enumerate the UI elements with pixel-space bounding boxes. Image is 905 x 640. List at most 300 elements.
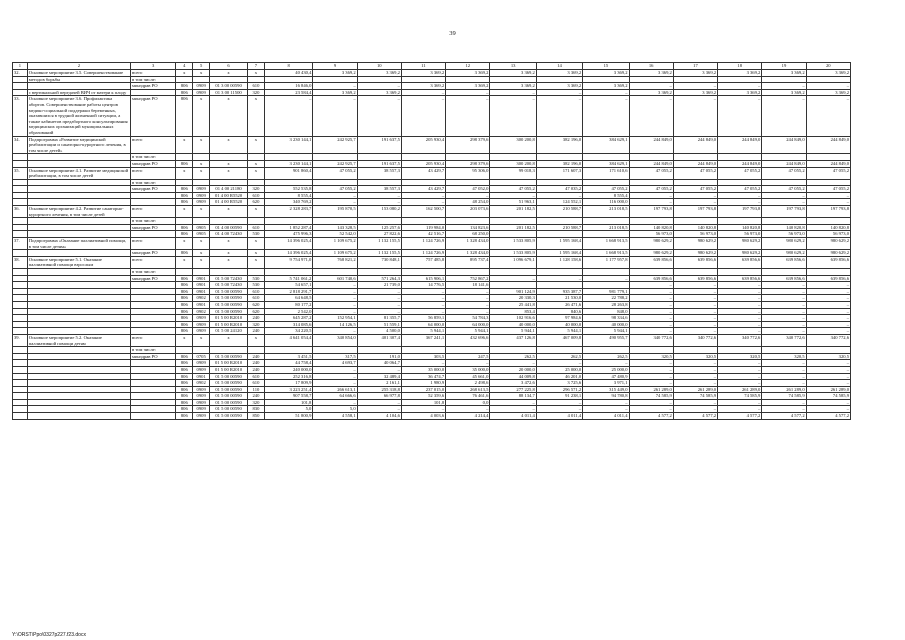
table-cell: 64 666,6 <box>313 393 357 400</box>
table-cell: 298 379,6 <box>446 160 490 167</box>
table-cell: 490 955,7 <box>583 334 629 346</box>
table-cell <box>27 295 130 302</box>
table-cell: 01 4 00 R5520 <box>210 199 248 206</box>
table-cell <box>313 218 357 225</box>
table-cell: – <box>673 301 717 308</box>
table-cell <box>490 218 536 225</box>
table-cell: – <box>313 308 357 315</box>
table-cell: – <box>806 321 850 328</box>
table-cell <box>248 154 265 161</box>
table-cell: в том числе: <box>131 76 176 83</box>
table-cell <box>762 269 806 276</box>
table-cell: – <box>629 366 673 373</box>
table-cell: х <box>248 256 265 268</box>
table-cell: 171 607,3 <box>536 167 582 179</box>
table-cell: 3 369,2 <box>313 70 357 77</box>
table-row <box>13 308 851 315</box>
table-cell: 252 316,8 <box>264 373 312 380</box>
table-cell <box>193 154 210 161</box>
table-cell: 25 000,0 <box>583 366 629 373</box>
table-cell: 907 558,7 <box>264 393 312 400</box>
table-cell: 197 793,8 <box>718 206 762 218</box>
table-cell: 340 772,6 <box>762 334 806 346</box>
table-cell: – <box>357 288 401 295</box>
table-cell: 3 369,2 <box>762 89 806 96</box>
table-cell: 01 5 00 00590 <box>210 393 248 400</box>
table-cell <box>176 218 193 225</box>
table-cell: 3 472,6 <box>490 380 536 387</box>
table-row <box>13 96 851 136</box>
table-cell: 4 641 054,4 <box>264 334 312 346</box>
table-cell <box>27 413 130 420</box>
table-cell: 806 <box>176 321 193 328</box>
table-cell: 4 104,6 <box>357 413 401 420</box>
table-cell: с вертикальной передачей ВИЧ от матери к плоду <box>27 89 130 96</box>
table-cell: – <box>629 328 673 335</box>
table-cell: 66 977,8 <box>357 393 401 400</box>
table-cell: 01 5 00 00590 <box>210 399 248 406</box>
table-cell: – <box>806 192 850 199</box>
table-cell: 0901 <box>193 301 210 308</box>
table-cell: 3 369,2 <box>536 83 582 90</box>
table-cell: 317,5 <box>313 353 357 360</box>
table-cell: – <box>762 301 806 308</box>
table-cell: 5,0 <box>264 406 312 413</box>
table-cell: 44 009,8 <box>490 373 536 380</box>
table-cell <box>718 347 762 354</box>
table-cell: – <box>401 360 445 367</box>
table-cell: 213 018,5 <box>583 224 629 231</box>
table-cell: 01 4 00 00590 <box>210 224 248 231</box>
table-cell <box>131 380 176 387</box>
table-cell: х <box>248 167 265 179</box>
table-cell: 51 963,1 <box>490 199 536 206</box>
table-cell: 242 925,7 <box>313 136 357 154</box>
table-cell: Основное мероприятие 3.5. Совершенствование <box>27 70 130 77</box>
table-cell: – <box>806 360 850 367</box>
table-cell: 4 577,2 <box>629 413 673 420</box>
table-cell <box>131 360 176 367</box>
table-cell: 4 500,0 <box>357 328 401 335</box>
table-cell <box>13 199 28 206</box>
table-cell: 0909 <box>193 413 210 420</box>
table-cell: 3 369,2 <box>718 89 762 96</box>
table-cell: 401 307,4 <box>357 334 401 346</box>
table-cell <box>673 347 717 354</box>
table-cell: 1 096 679,1 <box>490 256 536 268</box>
table-cell: 68 250,0 <box>446 231 490 238</box>
table-cell <box>176 154 193 161</box>
table-cell: – <box>629 360 673 367</box>
table-cell: – <box>536 192 582 199</box>
table-row <box>13 70 851 77</box>
table-cell: 102 916,6 <box>490 315 536 322</box>
table-cell: 2 542,0 <box>264 308 312 315</box>
budget-table-container <box>12 62 851 420</box>
table-cell: 300 200,8 <box>490 136 536 154</box>
table-cell: – <box>401 295 445 302</box>
table-cell: х <box>210 167 248 179</box>
table-cell: 1 533 805,9 <box>490 250 536 257</box>
table-cell <box>13 301 28 308</box>
table-cell <box>27 393 130 400</box>
table-cell: – <box>762 192 806 199</box>
table-cell: – <box>762 373 806 380</box>
table-cell: 205 930,4 <box>401 160 445 167</box>
table-cell: 56 973,0 <box>806 231 850 238</box>
table-cell <box>13 224 28 231</box>
table-cell <box>210 218 248 225</box>
table-cell: х <box>176 70 193 77</box>
table-cell <box>718 154 762 161</box>
table-cell: – <box>673 295 717 302</box>
table-cell: 806 <box>176 89 193 96</box>
table-cell: 21 530,0 <box>536 295 582 302</box>
table-cell: 110 <box>248 386 265 393</box>
table-cell: 3 223 251,4 <box>264 386 312 393</box>
table-cell: минздрав РО <box>131 275 176 282</box>
table-cell <box>673 179 717 186</box>
table-cell: – <box>264 96 312 136</box>
table-cell <box>27 269 130 276</box>
column-number-cell: 5 <box>193 63 210 70</box>
table-cell: – <box>806 366 850 373</box>
table-row <box>13 167 851 179</box>
table-cell: 980 629,2 <box>718 238 762 250</box>
table-cell <box>357 218 401 225</box>
column-number-cell: 16 <box>629 63 673 70</box>
table-cell: 34 220,5 <box>264 328 312 335</box>
table-cell <box>27 199 130 206</box>
table-cell: 320,5 <box>806 353 850 360</box>
table-cell: 5 944,1 <box>490 328 536 335</box>
table-cell: 51 559,1 <box>357 321 401 328</box>
table-cell: – <box>806 406 850 413</box>
column-number-cell: 12 <box>446 63 490 70</box>
table-cell <box>176 179 193 186</box>
table-cell <box>490 269 536 276</box>
table-cell <box>13 288 28 295</box>
table-cell: 980 629,2 <box>629 238 673 250</box>
table-cell: 244 849,0 <box>629 136 673 154</box>
table-cell <box>401 269 445 276</box>
table-cell <box>248 76 265 83</box>
table-cell: – <box>490 96 536 136</box>
table-cell: 0901 <box>193 288 210 295</box>
table-cell: 3 369,2 <box>357 89 401 96</box>
table-cell: 01 3 00 11500 <box>210 89 248 96</box>
table-cell: 277 225,8 <box>490 386 536 393</box>
table-cell <box>27 154 130 161</box>
table-cell <box>176 269 193 276</box>
table-cell: 610 <box>248 380 265 387</box>
column-number-cell: 9 <box>313 63 357 70</box>
table-cell: 752 867,2 <box>446 275 490 282</box>
table-cell: – <box>673 406 717 413</box>
table-cell: 197 793,8 <box>673 206 717 218</box>
table-cell: 0909 <box>193 399 210 406</box>
table-cell: – <box>536 96 582 136</box>
table-cell: 806 <box>176 366 193 373</box>
column-number-cell: 7 <box>248 63 265 70</box>
table-cell: – <box>673 315 717 322</box>
column-number-cell: 14 <box>536 63 582 70</box>
table-cell <box>583 269 629 276</box>
table-cell <box>27 250 130 257</box>
table-cell: 806 <box>176 282 193 289</box>
table-cell: 0902 <box>193 380 210 387</box>
table-cell: 153 080,2 <box>357 206 401 218</box>
table-cell: 01 5 00 00590 <box>210 353 248 360</box>
table-row <box>13 238 851 250</box>
table-cell: 4 577,2 <box>806 413 850 420</box>
table-cell: 01 5 00 R2010 <box>210 315 248 322</box>
table-cell: 806 <box>176 231 193 238</box>
table-cell <box>27 282 130 289</box>
table-cell: 52 542,0 <box>313 231 357 238</box>
table-cell: 47 055,2 <box>490 186 536 193</box>
table-cell: 01 5 00 00590 <box>210 288 248 295</box>
table-cell: 25 000,0 <box>536 366 582 373</box>
table-cell: – <box>762 96 806 136</box>
table-cell: 27 822,6 <box>357 231 401 238</box>
budget-table <box>12 62 851 420</box>
table-cell: – <box>629 308 673 315</box>
table-cell: – <box>718 96 762 136</box>
table-cell <box>762 76 806 83</box>
table-cell: 01 5 00 R2010 <box>210 366 248 373</box>
table-cell: 4 003,6 <box>401 413 445 420</box>
table-cell: 43 429,7 <box>401 167 445 179</box>
table-cell <box>583 218 629 225</box>
table-cell: минздрав РО <box>131 186 176 193</box>
table-cell <box>13 179 28 186</box>
table-cell: 601 740,6 <box>313 275 357 282</box>
table-cell: 639 856,6 <box>673 256 717 268</box>
table-cell <box>357 179 401 186</box>
table-row <box>13 353 851 360</box>
table-cell: 101,8 <box>264 399 312 406</box>
table-cell: – <box>313 192 357 199</box>
table-cell: 0909 <box>193 393 210 400</box>
table-cell <box>27 160 130 167</box>
table-cell: 18 141,6 <box>446 282 490 289</box>
table-cell: 74 585,9 <box>806 393 850 400</box>
table-cell: 367 241,1 <box>401 334 445 346</box>
table-cell <box>27 380 130 387</box>
column-number-cell: 8 <box>264 63 312 70</box>
table-cell: 610 <box>248 224 265 231</box>
table-cell <box>718 269 762 276</box>
table-cell: 261 289,0 <box>806 386 850 393</box>
table-cell: 806 <box>176 224 193 231</box>
table-cell <box>490 76 536 83</box>
table-cell <box>13 315 28 322</box>
table-cell: 51 800,9 <box>264 413 312 420</box>
table-cell: 210 588,7 <box>536 206 582 218</box>
table-cell: – <box>673 83 717 90</box>
table-cell: 262,5 <box>490 353 536 360</box>
table-cell: 201 182,5 <box>490 206 536 218</box>
table-cell <box>27 347 130 354</box>
table-cell: – <box>313 288 357 295</box>
table-cell: – <box>357 301 401 308</box>
table-cell: 98 334,6 <box>583 315 629 322</box>
table-cell: 320,5 <box>629 353 673 360</box>
table-cell: – <box>762 360 806 367</box>
table-row <box>13 413 851 420</box>
table-cell: всего <box>131 167 176 179</box>
table-cell: – <box>536 275 582 282</box>
table-cell: 639 856,6 <box>806 256 850 268</box>
table-cell: 40 430,4 <box>264 70 312 77</box>
table-cell: 47 055,2 <box>583 186 629 193</box>
table-cell: 152 954,1 <box>313 315 357 322</box>
table-cell <box>536 154 582 161</box>
table-cell: 0901 <box>193 373 210 380</box>
table-cell: – <box>718 321 762 328</box>
table-cell: 5 741 061,2 <box>264 275 312 282</box>
table-cell: 530 <box>248 275 265 282</box>
table-cell: – <box>718 192 762 199</box>
table-cell: 467 009,8 <box>536 334 582 346</box>
table-cell: 240 <box>248 393 265 400</box>
table-cell: 01 5 00 00590 <box>210 386 248 393</box>
table-row <box>13 256 851 268</box>
table-cell: – <box>718 301 762 308</box>
table-cell <box>131 288 176 295</box>
table-row <box>13 295 851 302</box>
table-cell: – <box>583 406 629 413</box>
table-cell: – <box>490 406 536 413</box>
table-cell: 01 5 00 00590 <box>210 380 248 387</box>
table-cell <box>762 347 806 354</box>
column-number-cell: 17 <box>673 63 717 70</box>
table-cell <box>210 347 248 354</box>
table-cell: 320 <box>248 186 265 193</box>
table-cell: х <box>193 136 210 154</box>
table-cell: 191,0 <box>357 353 401 360</box>
table-cell <box>131 282 176 289</box>
table-cell: 261 289,0 <box>718 386 762 393</box>
column-number-cell: 10 <box>357 63 401 70</box>
table-cell: 530 <box>248 282 265 289</box>
table-cell: 47 055,2 <box>673 186 717 193</box>
table-cell <box>490 231 536 238</box>
table-cell <box>673 76 717 83</box>
table-cell: 3 369,2 <box>446 83 490 90</box>
table-cell: 4 011,4 <box>490 413 536 420</box>
table-cell: 80 177,2 <box>264 301 312 308</box>
table-cell: минздрав РО <box>131 224 176 231</box>
table-cell: 639 856,6 <box>673 275 717 282</box>
table-cell: 620 <box>248 301 265 308</box>
table-cell: – <box>313 301 357 308</box>
table-cell: 32 489,4 <box>357 373 401 380</box>
table-row <box>13 347 851 354</box>
table-cell: – <box>446 89 490 96</box>
table-cell: – <box>762 288 806 295</box>
table-cell: 3 369,2 <box>718 70 762 77</box>
table-cell: – <box>401 288 445 295</box>
table-cell <box>27 231 130 238</box>
table-cell: 3 725,6 <box>536 380 582 387</box>
table-cell: 303,5 <box>401 353 445 360</box>
table-cell: 46 201,0 <box>536 373 582 380</box>
table-cell: 757 485,8 <box>401 256 445 268</box>
table-cell: 2 498,6 <box>446 380 490 387</box>
table-cell <box>313 154 357 161</box>
table-cell: 23 584,4 <box>264 89 312 96</box>
table-cell: – <box>718 83 762 90</box>
table-cell: 36 474,7 <box>401 373 445 380</box>
table-cell: 806 <box>176 288 193 295</box>
table-row <box>13 224 851 231</box>
table-cell <box>264 76 312 83</box>
table-cell <box>27 399 130 406</box>
table-row <box>13 218 851 225</box>
table-cell <box>13 295 28 302</box>
table-cell: 1 124 726,9 <box>401 238 445 250</box>
table-cell: 40 000,0 <box>490 321 536 328</box>
table-cell: 244 849,0 <box>806 160 850 167</box>
table-cell: 54 784,3 <box>446 315 490 322</box>
table-cell: 28 263,8 <box>583 301 629 308</box>
table-cell: 980 629,2 <box>629 250 673 257</box>
table-cell <box>13 308 28 315</box>
table-cell: 806 <box>176 275 193 282</box>
table-cell <box>13 160 28 167</box>
column-number-cell: 4 <box>176 63 193 70</box>
table-cell: 97 984,6 <box>536 315 582 322</box>
table-cell: – <box>718 373 762 380</box>
table-cell <box>583 347 629 354</box>
table-cell: – <box>718 399 762 406</box>
table-cell: – <box>313 399 357 406</box>
column-number-cell: 1 <box>13 63 28 70</box>
table-cell: 242 925,7 <box>313 160 357 167</box>
column-number-cell: 2 <box>27 63 130 70</box>
table-cell: 639 856,6 <box>718 256 762 268</box>
table-cell: 0,0 <box>446 399 490 406</box>
table-cell: 980 629,2 <box>806 238 850 250</box>
table-cell: 244 849,0 <box>673 160 717 167</box>
table-cell: 266 613,1 <box>313 386 357 393</box>
table-cell: – <box>718 288 762 295</box>
table-cell: 806 <box>176 353 193 360</box>
table-cell: 320 <box>248 321 265 328</box>
table-cell: 3 369,2 <box>313 89 357 96</box>
table-cell: 16 846,0 <box>264 83 312 90</box>
table-cell: 0909 <box>193 366 210 373</box>
table-cell: 201 182,5 <box>490 224 536 231</box>
page-number: 39 <box>449 30 456 37</box>
table-cell: – <box>673 192 717 199</box>
table-cell <box>131 89 176 96</box>
table-row <box>13 321 851 328</box>
table-cell: 3 230 144,1 <box>264 136 312 154</box>
table-cell: 01 4 00 21180 <box>210 186 248 193</box>
table-cell: 22 788,2 <box>583 295 629 302</box>
table-cell: 262,5 <box>583 353 629 360</box>
table-cell: – <box>673 328 717 335</box>
table-cell: 806 <box>176 315 193 322</box>
table-cell: – <box>673 373 717 380</box>
table-cell: – <box>673 366 717 373</box>
table-cell: 298 379,6 <box>446 136 490 154</box>
table-cell <box>446 347 490 354</box>
table-cell: х <box>193 160 210 167</box>
